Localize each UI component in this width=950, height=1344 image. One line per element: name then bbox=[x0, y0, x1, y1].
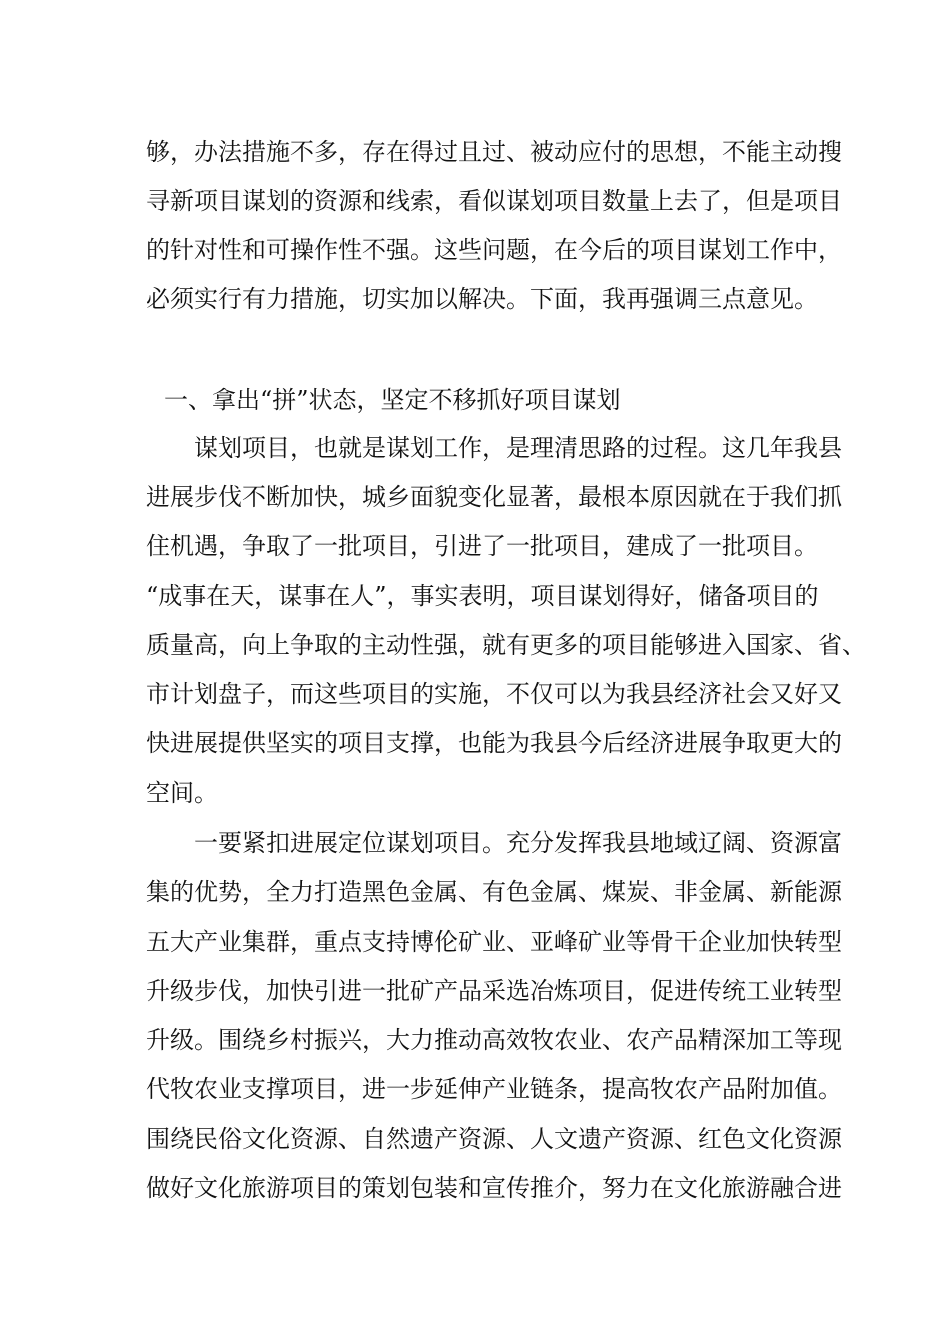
paragraph-3-line-2: 集的优势，全力打造黑色金属、有色金属、煤炭、非金属、新能源 bbox=[146, 878, 842, 906]
paragraph-3-line-1: 一要紧扣进展定位谋划项目。充分发挥我县地域辽阔、资源富 bbox=[194, 829, 842, 857]
paragraph-2-line-8: 空间。 bbox=[146, 779, 218, 807]
paragraph-2-line-5: 质量高，向上争取的主动性强，就有更多的项目能够进入国家、省、 bbox=[146, 631, 866, 659]
paragraph-1-line-2: 寻新项目谋划的资源和线索，看似谋划项目数量上去了，但是项目 bbox=[146, 187, 842, 215]
paragraph-2-line-3: 住机遇，争取了一批项目，引进了一批项目，建成了一批项目。 bbox=[146, 532, 818, 560]
paragraph-3-line-8: 做好文化旅游项目的策划包装和宣传推介，努力在文化旅游融合进 bbox=[146, 1174, 842, 1202]
paragraph-2-line-4: “成事在天，谋事在人”，事实表明，项目谋划得好，储备项目的 bbox=[146, 582, 819, 610]
paragraph-2-line-7: 快进展提供坚实的项目支撑，也能为我县今后经济进展争取更大的 bbox=[146, 729, 842, 757]
section-heading-1: 一、拿出“拼”状态，坚定不移抓好项目谋划 bbox=[164, 386, 621, 414]
paragraph-3-line-5: 升级。围绕乡村振兴，大力推动高效牧农业、农产品精深加工等现 bbox=[146, 1026, 842, 1054]
paragraph-3-line-4: 升级步伐，加快引进一批矿产品采选冶炼项目，促进传统工业转型 bbox=[146, 977, 842, 1005]
paragraph-3-line-3: 五大产业集群，重点支持博伦矿业、亚峰矿业等骨干企业加快转型 bbox=[146, 928, 842, 956]
paragraph-3-line-7: 围绕民俗文化资源、自然遗产资源、人文遗产资源、红色文化资源 bbox=[146, 1125, 842, 1153]
paragraph-1-line-3: 的针对性和可操作性不强。这些问题，在今后的项目谋划工作中， bbox=[146, 236, 842, 264]
paragraph-3-line-6: 代牧农业支撑项目，进一步延伸产业链条，提高牧农产品附加值。 bbox=[146, 1075, 842, 1103]
paragraph-1-line-4: 必须实行有力措施，切实加以解决。下面，我再强调三点意见。 bbox=[146, 285, 818, 313]
paragraph-1-line-1: 够，办法措施不多，存在得过且过、被动应付的思想，不能主动搜 bbox=[146, 138, 842, 166]
paragraph-2-line-2: 进展步伐不断加快，城乡面貌变化显著，最根本原因就在于我们抓 bbox=[146, 483, 842, 511]
paragraph-2-line-6: 市计划盘子，而这些项目的实施，不仅可以为我县经济社会又好又 bbox=[146, 680, 842, 708]
paragraph-2-line-1: 谋划项目，也就是谋划工作，是理清思路的过程。这几年我县 bbox=[194, 434, 842, 462]
